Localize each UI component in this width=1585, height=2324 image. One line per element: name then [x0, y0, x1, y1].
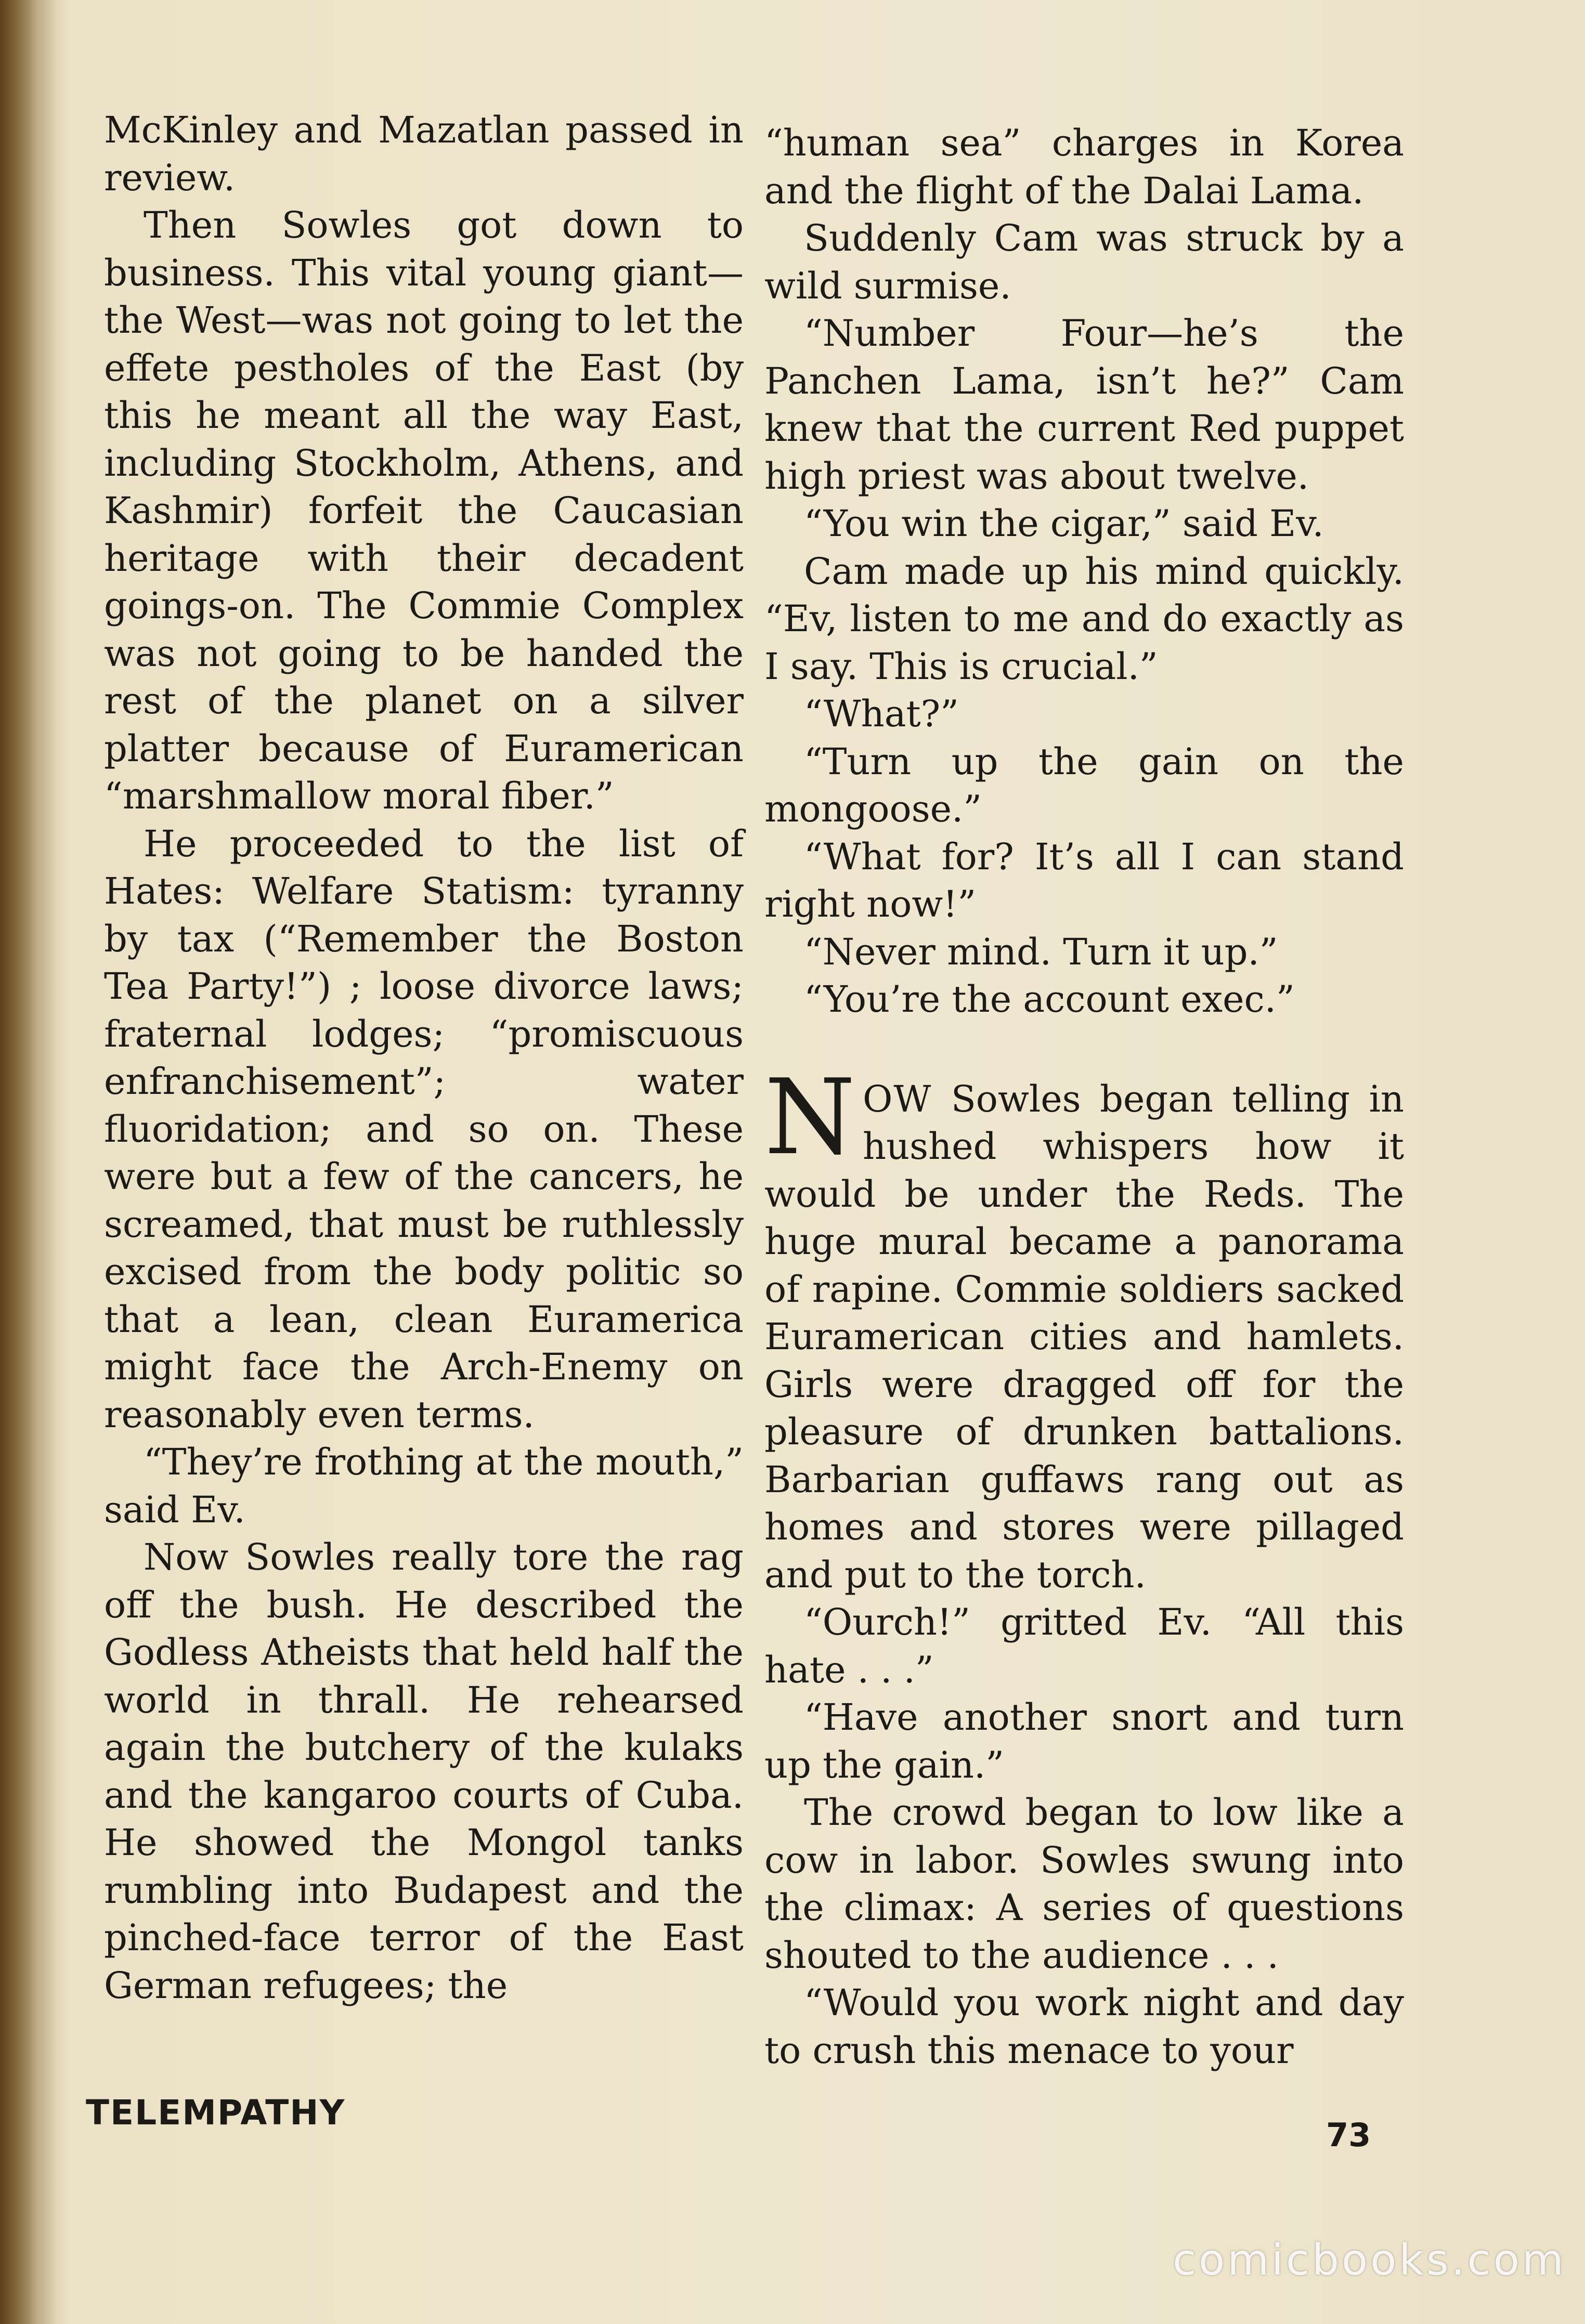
- paragraph: “Never mind. Turn it up.”: [804, 930, 1278, 973]
- paragraph: “Turn up the gain on the mongoose.”: [764, 740, 1404, 830]
- small-caps-lead: OW: [863, 1077, 932, 1120]
- left-text-column: [104, 107, 744, 2009]
- paragraph: “They’re frothing at the mouth,” said Ev.: [104, 1441, 744, 1531]
- paragraph: “Have another snort and turn up the gain.”: [764, 1696, 1404, 1786]
- section-opening-paragraph: [764, 1056, 1404, 1599]
- binding-shadow: [0, 0, 57, 2324]
- paragraph: “What for? It’s all I can stand right now!”: [764, 835, 1404, 925]
- drop-cap: N: [764, 1056, 855, 1178]
- right-text-column: [764, 120, 1404, 2074]
- paragraph: “You win the cigar,” said Ev.: [804, 502, 1324, 545]
- paragraph: Cam made up his mind quickly. “Ev, listen to me and do exactly as I say. This is crucial.”: [764, 550, 1404, 688]
- paragraph: “human sea” charges in Korea and the flight of the Dalai Lama.: [764, 122, 1404, 212]
- paragraph: “Ourch!” gritted Ev. “All this hate . . .”: [764, 1601, 1404, 1691]
- paragraph: “What?”: [804, 693, 959, 735]
- page-number: 73: [1326, 2116, 1371, 2154]
- paragraph: He proceeded to the list of Hates: Welfare Statism: tyranny by tax (“Remember the Boston Tea Party!”) ; loose divorce laws; fraternal lodges; “promiscuous enfranchisement”; water fluoridation; and so on. These were but a few of the cancers, he screamed, that must be ruthlessly excised from the body politic so that a lean, clean Euramerica might face the Arch-Enemy on reasonably even terms.: [104, 822, 744, 1436]
- paragraph: Now Sowles really tore the rag off the bush. He described the Godless Atheists that held half the world in thrall. He rehearsed again the butchery of the kulaks and the kangaroo courts of Cuba. He showed the Mongol tanks rumbling into Budapest and the pinched-face terror of the East German refugees; the: [104, 1536, 744, 2007]
- paragraph: McKinley and Mazatlan passed in review.: [104, 109, 744, 199]
- paragraph: “You’re the account exec.”: [804, 978, 1295, 1021]
- section-paragraph-text: Sowles began telling in hushed whispers how it would be under the Reds. The huge mural became a panorama of rapine. Commie soldiers sacked Euramerican cities and hamlets. Girls were dragged off for the pleasure of drunken battalions. Barbarian guffaws rang out as homes and stores were pillaged and put to the torch.: [764, 1077, 1404, 1596]
- paragraph: Then Sowles got down to business. This vital young giant—the West—was not going to let the effete pestholes of the East (by this he meant all the way East, including Stockholm, Athens, and Kashmir) forfeit the Caucasian heritage with their decadent goings-on. The Commie Complex was not going to be handed the rest of the planet on a silver platter because of Euramerican “marshmallow moral fiber.”: [104, 204, 744, 817]
- paragraph: “Would you work night and day to crush this menace to your: [764, 1981, 1404, 2072]
- paragraph: “Number Four—he’s the Panchen Lama, isn’t he?” Cam knew that the current Red puppet high priest was about twelve.: [764, 312, 1404, 498]
- paragraph: The crowd began to low like a cow in labor. Sowles swung into the climax: A series of questions shouted to the audience . . .: [764, 1791, 1404, 1977]
- watermark-text: comicbooks.com: [1173, 2236, 1566, 2285]
- paragraph: Suddenly Cam was struck by a wild surmise.: [764, 217, 1404, 307]
- running-footer-title: TELEMPATHY: [86, 2093, 346, 2133]
